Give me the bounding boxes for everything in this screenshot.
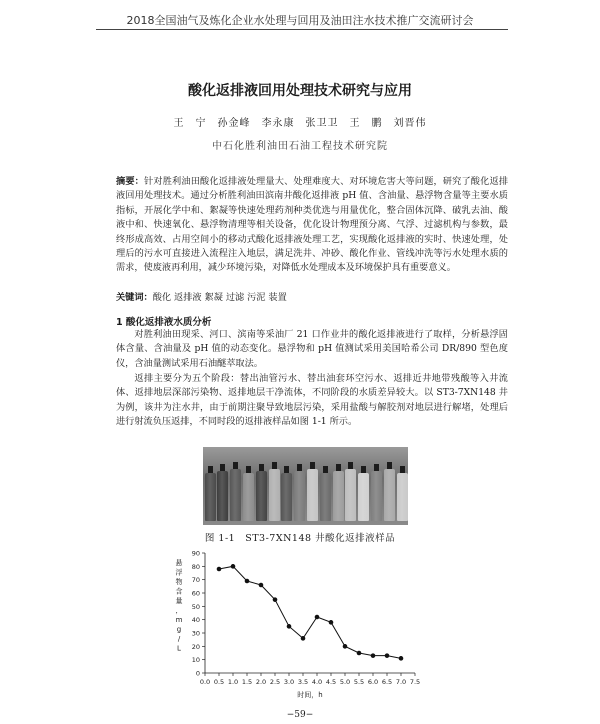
data-point xyxy=(287,624,292,629)
sample-bottles-photo xyxy=(203,447,408,525)
x-tick-label: 1.5 xyxy=(241,678,253,686)
sample-bottle xyxy=(217,471,228,521)
suspended-solids-chart xyxy=(165,545,445,705)
data-point xyxy=(217,567,222,572)
paper-authors: 王 宁 孙金峰 李永康 张卫卫 王 鹏 刘晋伟 xyxy=(173,118,427,129)
paper-affiliation: 中石化胜利油田石油工程技术研究院 xyxy=(212,141,388,152)
sample-bottle xyxy=(397,473,408,521)
sample-bottle xyxy=(269,469,280,521)
sample-bottle xyxy=(333,471,344,521)
x-tick-label: 3.0 xyxy=(283,678,295,686)
y-tick-label: 90 xyxy=(191,549,200,558)
data-point xyxy=(399,656,404,661)
x-tick-label: 0.0 xyxy=(199,678,211,686)
y-tick-label: 20 xyxy=(191,642,200,651)
sample-bottle xyxy=(320,473,331,521)
abstract xyxy=(116,175,508,276)
data-point xyxy=(245,579,250,584)
body-paragraph-1: 对胜利油田现采、河口、滨南等采油厂 21 口作业井的酸化返排液进行了取样，分析悬浮固体含量、含油量及 pH 值的动态变化。悬浮物和 pH 值测试采用美国哈希公司 DR/890 型色度仪，含油量测试采用石油醚萃取法。 xyxy=(116,329,508,369)
x-tick-label: 7.0 xyxy=(395,678,407,686)
figure-caption: 图 1-1 ST3-7XN148 井酸化返排液样品 xyxy=(204,533,396,544)
sample-bottle xyxy=(294,471,305,521)
keywords xyxy=(116,289,508,303)
page-number: −59− xyxy=(286,710,314,720)
sample-bottle xyxy=(384,469,395,521)
y-axis-label: 悬浮物含量， m g / L xyxy=(175,559,183,653)
running-header: 2018全国油气及炼化企业水处理与回用及油田注水技术推广交流研讨会 xyxy=(126,14,474,27)
x-tick-label: 2.5 xyxy=(269,678,281,686)
data-point xyxy=(301,636,306,641)
y-tick-label: 70 xyxy=(191,576,200,585)
body-paragraph-2: 返排主要分为五个阶段：替出油管污水、替出油套环空污水、返排近井地带残酸等入井流体、返排地层深部污染物、返排地层干净流体，不同阶段的水质差异较大。以 ST3-7XN148 井为例，该井为注水井，由于前期注聚导致地层污染，采用盐酸与解胶剂对地层进行解堵，处理后进行射流负压返排，不同时段的返排液样品如图 1-1 所示。 xyxy=(116,373,508,428)
x-tick-label: 0.5 xyxy=(213,678,225,686)
abstract-label: 摘要： xyxy=(116,176,145,187)
sample-bottle xyxy=(205,473,216,521)
data-point xyxy=(231,564,236,569)
y-tick-label: 30 xyxy=(191,629,200,638)
x-axis-label: 时间，h xyxy=(297,691,323,699)
sample-bottle xyxy=(358,473,369,521)
x-tick-label: 2.0 xyxy=(255,678,267,686)
x-tick-label: 6.5 xyxy=(381,678,393,686)
data-point xyxy=(273,597,278,602)
sample-bottle xyxy=(243,473,254,521)
x-tick-label: 4.0 xyxy=(311,678,323,686)
sample-bottle xyxy=(307,469,318,521)
x-tick-label: 5.0 xyxy=(339,678,351,686)
x-tick-label: 5.5 xyxy=(353,678,365,686)
header-rule xyxy=(96,29,508,30)
x-tick-label: 7.5 xyxy=(409,678,421,686)
x-tick-label: 1.0 xyxy=(227,678,239,686)
x-tick-label: 3.5 xyxy=(297,678,309,686)
y-tick-label: 60 xyxy=(191,589,200,598)
data-point xyxy=(357,651,362,656)
data-point xyxy=(343,644,348,649)
data-point xyxy=(259,583,264,588)
data-point xyxy=(385,653,390,658)
keywords-label: 关键词： xyxy=(116,292,153,303)
sample-bottle xyxy=(256,471,267,521)
y-tick-label: 40 xyxy=(191,616,200,625)
y-tick-label: 10 xyxy=(191,656,200,665)
y-tick-label: 80 xyxy=(191,562,200,571)
section-heading: 1 酸化返排液水质分析 xyxy=(116,317,212,328)
y-tick-label: 0 xyxy=(195,669,200,678)
sample-bottle xyxy=(281,473,292,521)
x-tick-label: 4.5 xyxy=(325,678,337,686)
y-tick-label: 50 xyxy=(191,602,200,611)
keywords-text: 酸化 返排液 絮凝 过滤 污泥 装置 xyxy=(152,292,287,303)
x-tick-label: 6.0 xyxy=(367,678,379,686)
abstract-text: 针对胜利油田酸化返排液处理量大、处理难度大、对环境危害大等问题，研究了酸化返排液回用处理技术。通过分析胜利油田滨南井酸化返排液 pH 值、含油量、悬浮物含量等主要水质指标，开展化学中和、絮凝等快速处理药剂种类优选与用量优化，整合固体沉降、破乳去油、酸液中和、快速氧化、悬浮物清理等相关设备，优化设计物理预分离、气浮、过滤机构与参数，最终形成高效、占用空间小的移动式酸化返排液处理工艺，实现酸化返排液的实时、快速处理，处理后的污水可直接进入流程注入地层，满足洗井、冲砂、酸化作业、管线冲洗等污水处理水质的需求，使废液再利用，减少环境污染，对降低水处理成本及环境保护具有重要意义。 xyxy=(116,176,509,274)
data-point xyxy=(371,653,376,658)
paper-title: 酸化返排液回用处理技术研究与应用 xyxy=(188,83,412,99)
data-point xyxy=(315,615,320,620)
sample-bottle xyxy=(345,469,356,521)
data-point xyxy=(329,620,334,625)
sample-bottle xyxy=(371,471,382,521)
sample-bottle xyxy=(230,469,241,521)
